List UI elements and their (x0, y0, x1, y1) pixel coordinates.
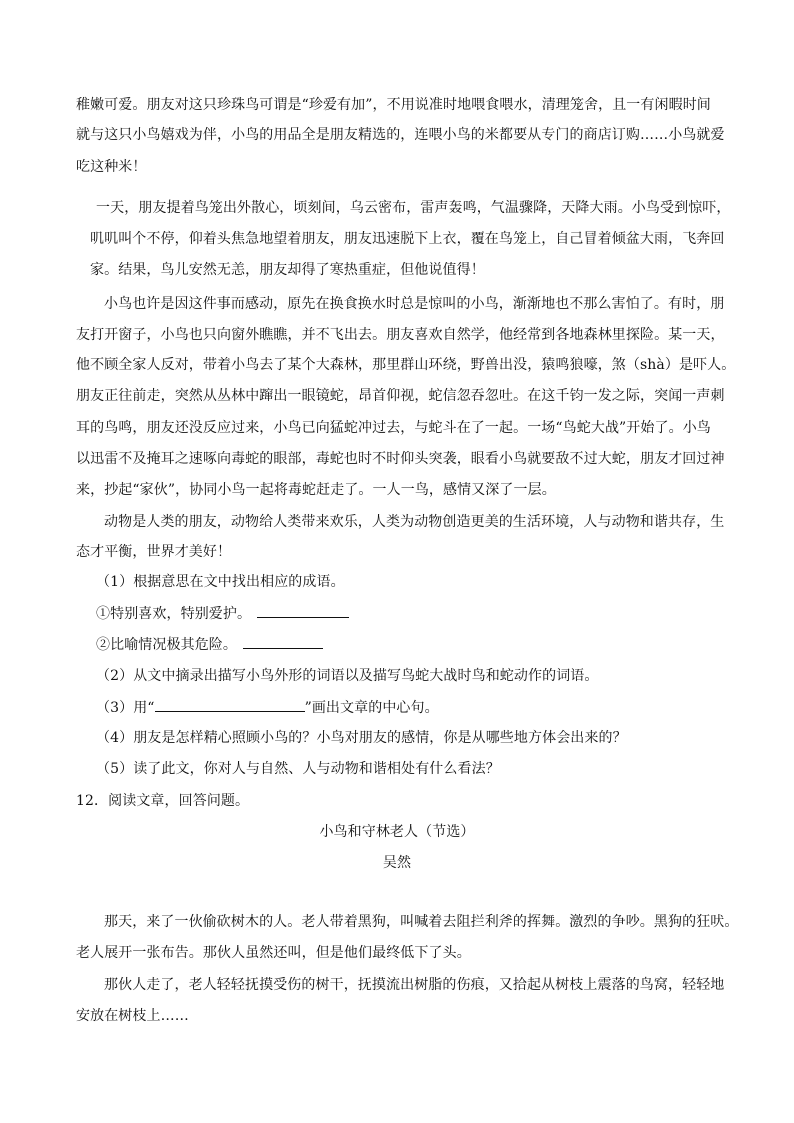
answer-blank-1b[interactable] (243, 634, 323, 649)
p1-para4-line2: 态才平衡，世界才美好！ (76, 544, 232, 560)
p1-para2-line2: 叽叽叫个不停，仰着头焦急地望着朋友，朋友迅速脱下上衣，覆在鸟笼上，自己冒着倾盆大雨，飞奔回 (90, 231, 725, 247)
question-4: （4）朋友是怎样精心照顾小鸟的？小鸟对朋友的感情，你是从哪些地方体会出来的？ (96, 730, 627, 746)
p1-para1-line2: 就与这只小鸟嬉戏为伴，小鸟的用品全是朋友精选的，连喂小鸟的米都要从专门的商店订购……小鸟就爱 (76, 127, 725, 143)
answer-blank-1a[interactable] (257, 603, 349, 618)
question-3-suffix: ”画出文章的中心句。 (304, 700, 439, 716)
p1-para2-line1: 一天，朋友提着鸟笼出外散心，顷刻间，乌云密布，雷声轰鸣，气温骤降，天降大雨。小鸟受到惊吓， (96, 200, 731, 216)
question-1a-text: ①特别喜欢，特别爱护。 (96, 606, 252, 622)
p1-para3-line6: 以迅雷不及掩耳之速啄向毒蛇的眼部，毒蛇也时不时仰头突袭，眼看小鸟就要敌不过大蛇，朋友才回过神 (76, 451, 725, 467)
question-5: （5）读了此文，你对人与自然、人与动物和谐相处有什么看法？ (96, 761, 500, 777)
item12-para2-line1: 那伙人走了，老人轻轻抚摸受伤的树干，抚摸流出树脂的伤痕，又拾起从树枝上震落的鸟窝，轻轻地 (104, 977, 725, 993)
question-3-prefix: （3）用“ (96, 700, 155, 716)
p1-para3-line4: 朋友正往前走，突然从丛林中蹿出一眼镜蛇，昂首仰视，蛇信忽吞忽吐。在这千钧一发之际，突闻一声刺 (76, 388, 725, 404)
p1-para3-line5: 耳的鸟鸣，朋友还没反应过来，小鸟已向猛蛇冲过去，与蛇斗在了一起。一场“鸟蛇大战”开始了。小鸟 (76, 420, 711, 436)
underline-sample (155, 697, 305, 712)
item-12-author: 吴然 (382, 855, 412, 871)
item12-para1-line2: 老人展开一张布告。那伙人虽然还叫，但是他们最终低下了头。 (76, 945, 471, 961)
p1-para3-line2: 友打开窗子，小鸟也只向窗外瞧瞧，并不飞出去。朋友喜欢自然学，他经常到各地森林里探险。某一天， (76, 327, 725, 343)
item-12-prompt: 12．阅读文章，回答问题。 (76, 793, 250, 809)
item12-para1-line1: 那天，来了一伙偷砍树木的人。老人带着黑狗，叫喊着去阻拦利斧的挥舞。激烈的争吵。黑狗的狂吠。 (104, 914, 739, 930)
question-1b (96, 634, 323, 655)
p1-para3-line1: 小鸟也许是因这件事而感动，原先在换食换水时总是惊叫的小鸟，渐渐地也不那么害怕了。有时，朋 (104, 296, 725, 312)
item-12-title: 小鸟和守林老人（节选） (319, 824, 475, 840)
question-1a (96, 603, 349, 624)
p1-para1-line3: 吃这种米！ (76, 159, 147, 175)
p1-para3-line3: 他不顾全家人反对，带着小鸟去了某个大森林，那里群山环绕，野兽出没，猿鸣狼嚎，煞（shà）是吓人。 (76, 357, 736, 373)
item12-para2-line2: 安放在树枝上…… (76, 1008, 189, 1024)
p1-para3-line7: 来，抄起“家伙”，协同小鸟一起将毒蛇赶走了。一人一鸟，感情又深了一层。 (76, 482, 556, 498)
question-1: （1）根据意思在文中找出相应的成语。 (96, 574, 345, 590)
question-3 (96, 697, 439, 718)
question-1b-text: ②比喻情况极其危险。 (96, 637, 237, 653)
p1-para2-line3: 家。结果，鸟儿安然无恙，朋友却得了寒热重症，但他说值得！ (90, 262, 485, 278)
question-2: （2）从文中摘录出描写小鸟外形的词语以及描写鸟蛇大战时鸟和蛇动作的词语。 (96, 668, 599, 684)
p1-para4-line1: 动物是人类的朋友，动物给人类带来欢乐，人类为动物创造更美的生活环境，人与动物和谐共存，生 (104, 514, 725, 530)
p1-para1-line1: 稚嫩可爱。朋友对这只珍珠鸟可谓是“珍爱有加”，不用说准时地喂食喂水，清理笼舍，且一有闲暇时间 (76, 97, 711, 113)
